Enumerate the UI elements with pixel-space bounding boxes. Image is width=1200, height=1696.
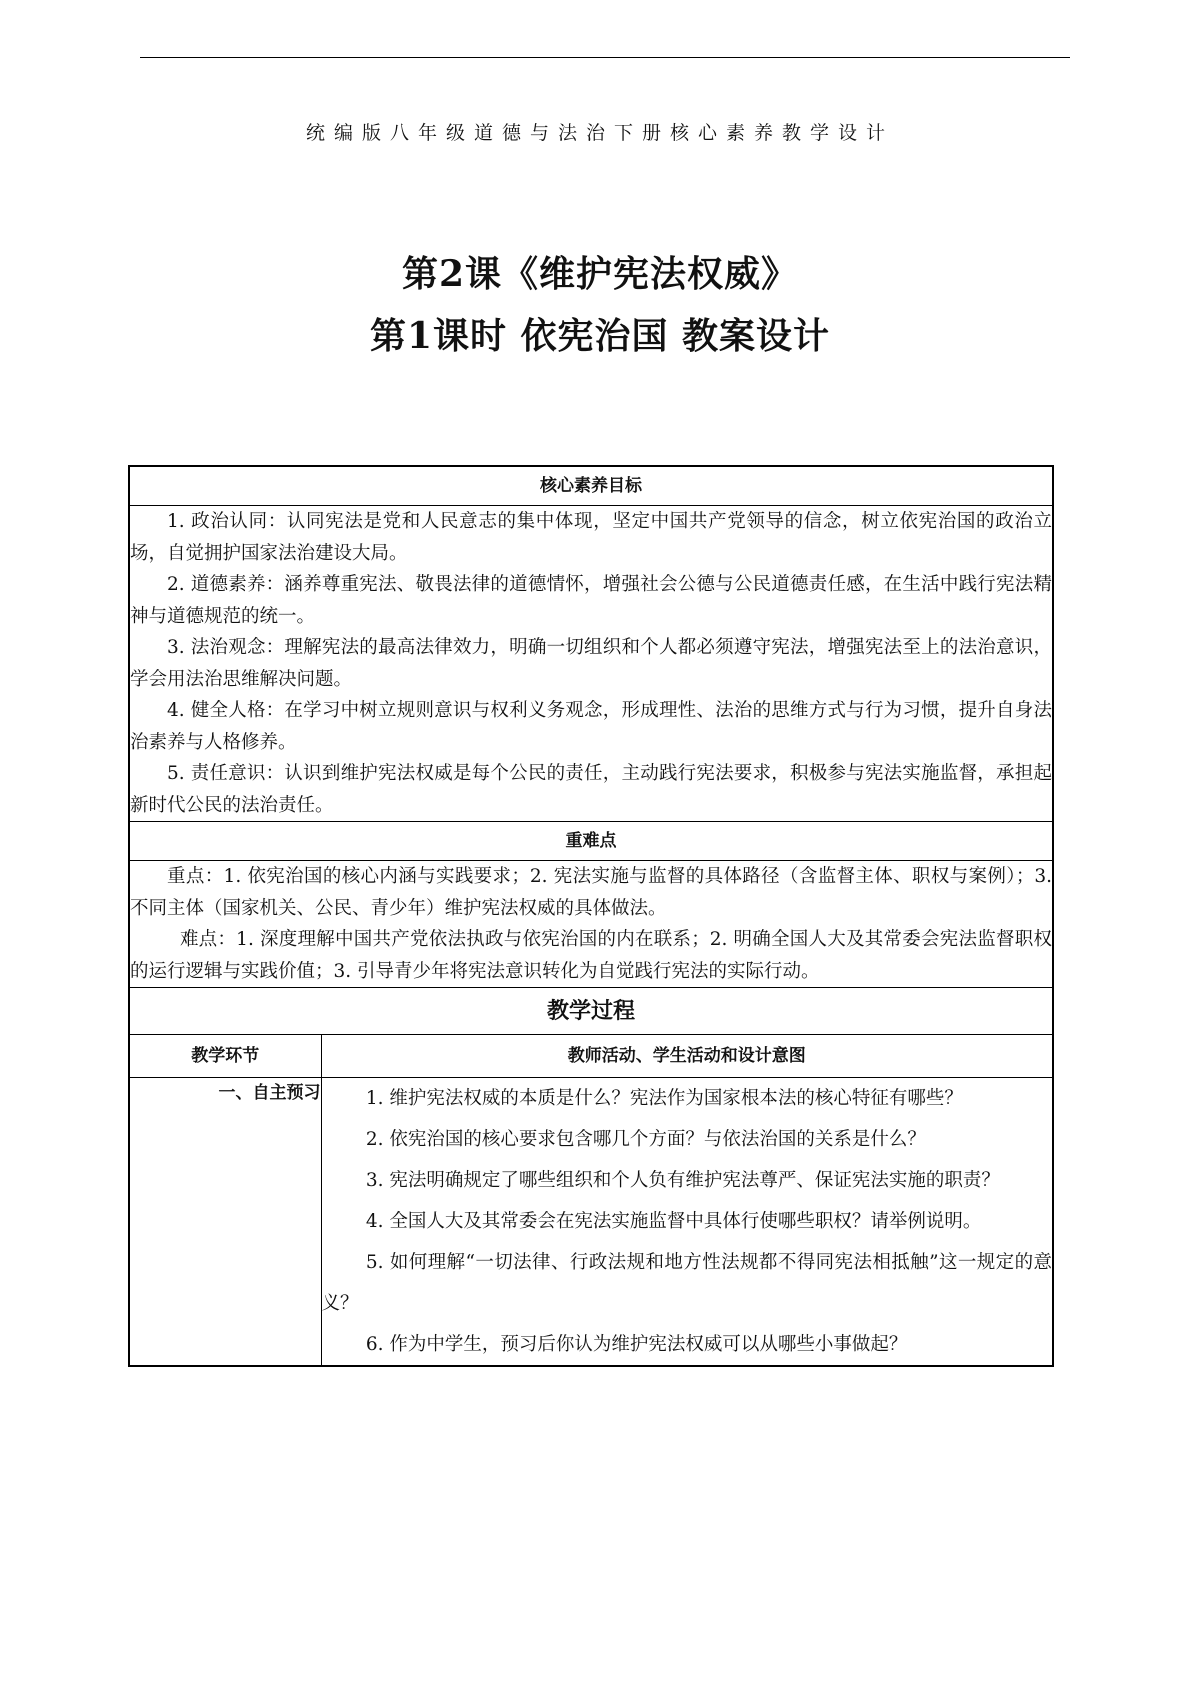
core-goal-item: 5. 责任意识：认识到维护宪法权威是每个公民的责任，主动践行宪法要求，积极参与宪法实施监督，承担起新时代公民的法治责任。 <box>130 763 1052 816</box>
stage-label: 一、自主预习 <box>129 1078 321 1367</box>
key-points-content <box>129 861 1053 988</box>
running-header: 统编版八年级道德与法治下册核心素养教学设计 <box>305 122 894 144</box>
focus-points: 重点：1. 依宪治国的核心内涵与实践要求；2. 宪法实施与监督的具体路径（含监督主体、职权与案例）；3. 不同主体（国家机关、公民、青少年）维护宪法权威的具体做法。 <box>130 866 1052 919</box>
preview-question: 2. 依宪治国的核心要求包含哪几个方面？与依法治国的关系是什么？ <box>365 1129 926 1150</box>
preview-question: 4. 全国人大及其常委会在宪法实施监督中具体行使哪些职权？请举例说明。 <box>365 1211 982 1232</box>
activity-column-header: 教师活动、学生活动和设计意图 <box>321 1035 1053 1078</box>
core-goal-item: 2. 道德素养：涵养尊重宪法、敬畏法律的道德情怀，增强社会公德与公民道德责任感，在生活中践行宪法精神与道德规范的统一。 <box>130 574 1052 627</box>
core-goal-item: 1. 政治认同：认同宪法是党和人民意志的集中体现，坚定中国共产党领导的信念，树立依宪治国的政治立场，自觉拥护国家法治建设大局。 <box>130 511 1052 564</box>
core-goals-heading-row <box>129 466 1053 506</box>
process-heading: 教学过程 <box>129 988 1053 1035</box>
preview-question: 3. 宪法明确规定了哪些组织和个人负有维护宪法尊严、保证宪法实施的职责？ <box>365 1170 1000 1191</box>
preview-question: 5. 如何理解“一切法律、行政法规和地方性法规都不得同宪法相抵触”这一规定的意义？ <box>321 1252 1052 1314</box>
difficulty-points: 难点：1. 深度理解中国共产党依法执政与依宪治国的内在联系；2. 明确全国人大及其常委会宪法监督职权的运行逻辑与实践价值；3. 引导青少年将宪法意识转化为自觉践行宪法的实际行动。 <box>130 929 1052 982</box>
preview-question: 6. 作为中学生，预习后你认为维护宪法权威可以从哪些小事做起？ <box>365 1334 908 1355</box>
table-row <box>129 1078 1053 1367</box>
core-goals-heading: 核心素养目标 <box>129 466 1053 506</box>
key-points-row <box>129 861 1053 988</box>
key-points-heading: 重难点 <box>129 822 1053 861</box>
header-rule <box>140 57 1070 58</box>
stage-column-header: 教学环节 <box>129 1035 321 1078</box>
core-goal-item: 4. 健全人格：在学习中树立规则意识与权利义务观念，形成理性、法治的思维方式与行为习惯，提升自身法治素养与人格修养。 <box>130 700 1052 753</box>
preview-questions <box>321 1078 1053 1367</box>
preview-question: 1. 维护宪法权威的本质是什么？宪法作为国家根本法的核心特征有哪些？ <box>365 1088 963 1109</box>
core-goal-item: 3. 法治观念：理解宪法的最高法律效力，明确一切组织和个人都必须遵守宪法，增强宪法至上的法治意识，学会用法治思维解决问题。 <box>130 637 1052 690</box>
process-column-headers <box>129 1035 1053 1078</box>
lesson-plan-table <box>128 465 1054 1367</box>
lesson-title: 第2课《维护宪法权威》 <box>401 253 799 295</box>
key-points-heading-row <box>129 822 1053 861</box>
process-heading-row <box>129 988 1053 1035</box>
lesson-subtitle: 第1课时 依宪治国 教案设计 <box>369 315 831 357</box>
core-goals-row <box>129 506 1053 822</box>
core-goals-content <box>129 506 1053 822</box>
